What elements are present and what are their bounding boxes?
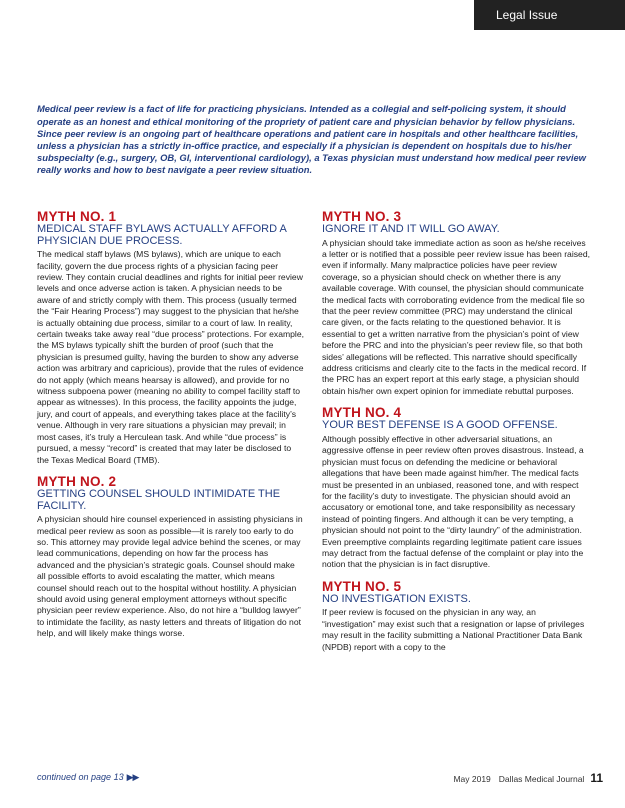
issue-date: May 2019 bbox=[453, 774, 491, 784]
publication-name: Dallas Medical Journal bbox=[498, 774, 585, 784]
page-number: 11 bbox=[590, 771, 603, 785]
page-footer bbox=[453, 771, 603, 785]
myth-title: YOUR BEST DEFENSE IS A GOOD OFFENSE. bbox=[322, 419, 558, 432]
myth-title: MEDICAL STAFF BYLAWS ACTUALLY AFFORD A PHYSICIAN DUE PROCESS. bbox=[37, 223, 287, 247]
myth-body: Although possibly effective in other adversarial situations, an aggressive offense in peer review often proves disastrous. Instead, a physician must focus on defending the medicine or behavioral allegations that have been made against him/her. The medical facts must be presented in an unbiased, reasoned tone, and with respect for the facility’s duty to investigate. The physician should avoid an accusatory or emotional tone, and take responsibility as necessary instead of pointing fingers. And although it can be very tempting, a physician should not point to the “dirty laundry” of the administration. Even preemptive complaints regarding legitimate patient care issues may detract from the factual defense of the complaint or play into the notion that the physician is in fact disruptive. bbox=[322, 433, 584, 570]
myth-heading: MYTH NO. 3 bbox=[322, 209, 402, 224]
continued-text: continued on page 13 bbox=[37, 772, 124, 782]
myth-title: IGNORE IT AND IT WILL GO AWAY. bbox=[322, 223, 500, 235]
double-arrow-icon: ▶▶ bbox=[126, 772, 139, 782]
right-column bbox=[322, 210, 590, 662]
myth-heading: MYTH NO. 5 bbox=[322, 578, 402, 594]
myth-5 bbox=[322, 580, 590, 653]
myth-title: GETTING COUNSEL SHOULD INTIMIDATE THE FACILITY. bbox=[37, 487, 281, 512]
myth-body: A physician should take immediate action as soon as he/she receives a letter or is notified that a possible peer review issue has been raised, even if informally. Many malpractice policies have peer review coverage, so a physician should check on whether there is any available coverage. With counsel, the physician should communicate the medical facts with corroborating evidence from the medical file so that the peer review committee (PRC) may understand the clinical care given, or the facts relating to the questioned behavior. It is essential to get a written narrative from the physician’s point of view before the PRC and into the physician’s peer review file, so that both sides’ allegations will be reflected. This narrative should specifically address criticisms and clearly cite to the facts in the medical record. If the PRC has an expert report at this early stage, a physician should obtain his/her own expert opinion for immediate rebuttal purposes. bbox=[322, 237, 590, 396]
myth-3 bbox=[322, 210, 590, 397]
myth-heading: MYTH NO. 2 bbox=[37, 473, 117, 489]
left-column bbox=[37, 210, 305, 649]
continued-link[interactable] bbox=[37, 772, 138, 783]
myth-body: The medical staff bylaws (MS bylaws), which are unique to each facility, govern the due process rights of a physician facing peer review. They contain crucial deadlines and rights for initial peer review levels and once adverse action is taken. A physician needs to be aware of and strictly comply with them. This process (usually termed the “Fair Hearing Process”) may suggest to the physician that he/she is actually obtaining due process, similar to a court of law. In reality, certain tweaks take away real “due process” protections. For example, the MS bylaws typically shift the burden of proof (such that the physician is presumed guilty, having the burden to show any adverse action was arbitrary and capricious), provide that the rules of evidence do not apply (which means hearsay is allowed), and provide for no witness subpoena power (meaning no ability to compel facility staff to appear as witnesses). In this process, the facility appoints the judge, jury, and court of appeals, and everything takes place at the facility’s venue. Although in very rare situations a physician may prevail; in most cases, it’s truly a Herculean task. And while “due process” is pursued, a messy “record” is created that may later be disclosed to the Texas Medical Board (TMB). bbox=[37, 249, 305, 465]
section-tab: Legal Issue bbox=[474, 0, 625, 30]
myth-body: A physician should hire counsel experienced in assisting physicians in medical peer review as soon as possible—it is rarely too early to do so. This attorney may provide legal advice behind the scenes, or may lead communications, depending on how far the process has advanced and the physician’s strategic goals. Counsel should make all possible efforts to avoid escalating the matter, which means counsel should reach out to the hospital without hostility. A physician should avoid using general employment attorneys without specific physician peer review experience. Also, do not hire a “bulldog lawyer” to intimidate the facility, as nasty letters and threats of litigation do not help, and will likely make things worse. bbox=[37, 514, 303, 639]
myth-heading: MYTH NO. 4 bbox=[322, 405, 402, 421]
myth-1 bbox=[37, 210, 305, 466]
myth-body: If peer review is focused on the physician in any way, an “investigation” may exist such that a resignation or lapse of privileges may result in the facility submitting a National Practitioner Data Bank (NPDB) report with a copy to the bbox=[322, 607, 585, 652]
myth-title: NO INVESTIGATION EXISTS. bbox=[322, 592, 471, 605]
myth-4 bbox=[322, 406, 590, 570]
myth-heading: MYTH NO. 1 bbox=[37, 209, 117, 224]
myth-2 bbox=[37, 475, 305, 640]
intro-paragraph: Medical peer review is a fact of life for practicing physicians. Intended as a collegial and self-policing system, it should operate as an honest and ethical monitoring of the propriety of patient care and physician behavior by fellow physicians. Since peer review is an ongoing part of healthcare operations and patient care in hospitals and other healthcare facilities, unless a physician has a strictly in-office practice, and especially if a physician is dependent on hospitals due to his/her subspecialty (e.g., surgery, OB, GI, interventional cardiology), a Texas physician must understand how medical peer review really works and how to best navigate a peer review situation. bbox=[37, 103, 586, 176]
